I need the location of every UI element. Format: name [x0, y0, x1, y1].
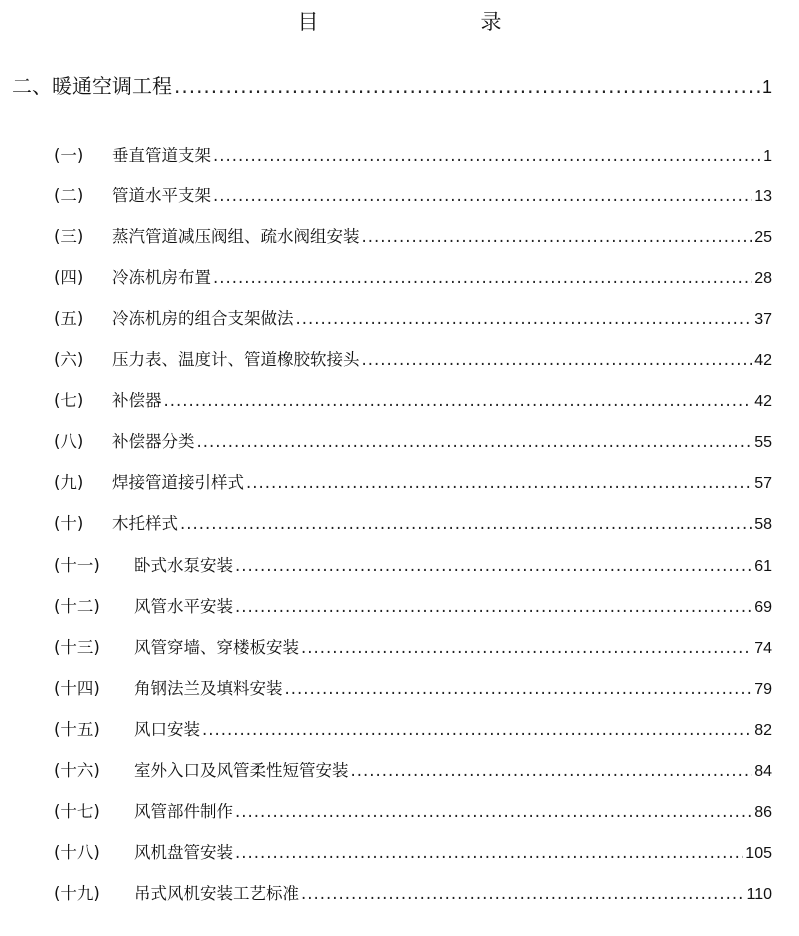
dot-leader — [174, 74, 760, 98]
toc-section-heading[interactable] — [12, 70, 772, 99]
dot-leader — [213, 146, 761, 165]
entry-page-number: 110 — [746, 886, 772, 903]
dot-leader — [351, 761, 753, 780]
entry-page-number: 42 — [754, 393, 772, 410]
entry-number: (十一) — [54, 556, 100, 575]
toc-entry[interactable] — [54, 675, 772, 701]
entry-label: 木托样式 — [112, 514, 178, 533]
entry-label: 蒸汽管道减压阀组、疏水阀组安装 — [112, 227, 360, 246]
entry-label: 冷冻机房的组合支架做法 — [112, 309, 294, 328]
dot-leader — [362, 350, 753, 369]
entry-number: (九) — [54, 473, 84, 492]
entry-number: (七) — [54, 391, 84, 410]
entry-page-number: 25 — [754, 229, 772, 246]
toc-title: 目 录 — [297, 10, 542, 34]
dot-leader — [246, 473, 752, 492]
entry-label: 卧式水泵安装 — [134, 556, 233, 575]
toc-entry[interactable] — [54, 346, 772, 372]
toc-entry[interactable] — [54, 223, 772, 249]
dot-leader — [213, 186, 752, 205]
entry-page-number: 55 — [754, 434, 772, 451]
toc-entry[interactable] — [54, 305, 772, 331]
toc-entry[interactable] — [54, 716, 772, 742]
entry-page-number: 37 — [754, 311, 772, 328]
entry-page-number: 79 — [754, 681, 772, 698]
entry-page-number: 42 — [754, 352, 772, 369]
dot-leader — [235, 843, 743, 862]
entry-page-number: 105 — [745, 845, 772, 862]
entry-page-number: 28 — [754, 270, 772, 287]
toc-entry[interactable] — [54, 880, 772, 906]
toc-entry[interactable] — [54, 593, 772, 619]
section-label: 二、暖通空调工程 — [12, 74, 172, 98]
dot-leader — [285, 679, 753, 698]
entry-number: (十五) — [54, 720, 100, 739]
entry-number: (八) — [54, 432, 84, 451]
dot-leader — [180, 514, 752, 533]
toc-entry[interactable] — [54, 839, 772, 865]
toc-entry[interactable] — [54, 510, 772, 536]
entry-number: (一) — [54, 146, 84, 165]
entry-label: 室外入口及风管柔性短管安装 — [134, 761, 349, 780]
entry-number: (六) — [54, 350, 84, 369]
toc-entry[interactable] — [54, 757, 772, 783]
toc-entry[interactable] — [54, 264, 772, 290]
toc-entry[interactable] — [54, 428, 772, 454]
entry-label: 吊式风机安装工艺标准 — [134, 884, 299, 903]
entry-label: 风管部件制作 — [134, 802, 233, 821]
entry-label: 角钢法兰及填料安装 — [134, 679, 283, 698]
entry-page-number: 74 — [754, 640, 772, 657]
toc-entry[interactable] — [54, 552, 772, 578]
toc-entry[interactable] — [54, 634, 772, 660]
toc-entry[interactable] — [54, 798, 772, 824]
entry-page-number: 84 — [754, 763, 772, 780]
dot-leader — [362, 227, 753, 246]
dot-leader — [301, 884, 744, 903]
entry-number: (三) — [54, 227, 84, 246]
entry-page-number: 1 — [763, 148, 772, 165]
entry-label: 风口安装 — [134, 720, 200, 739]
entry-number: (二) — [54, 186, 84, 205]
entry-number: (十三) — [54, 638, 100, 657]
entry-label: 焊接管道接引样式 — [112, 473, 244, 492]
entry-page-number: 57 — [754, 475, 772, 492]
entry-label: 冷冻机房布置 — [112, 268, 211, 287]
dot-leader — [301, 638, 752, 657]
dot-leader — [235, 597, 752, 616]
entry-number: (十七) — [54, 802, 100, 821]
entry-number: (十) — [54, 514, 84, 533]
entry-label: 补偿器分类 — [112, 432, 195, 451]
entry-number: (十九) — [54, 884, 100, 903]
entry-label: 风管水平安装 — [134, 597, 233, 616]
dot-leader — [213, 268, 752, 287]
dot-leader — [197, 432, 753, 451]
entry-label: 压力表、温度计、管道橡胶软接头 — [112, 350, 360, 369]
entry-number: (十四) — [54, 679, 100, 698]
section-page-number: 1 — [761, 77, 772, 97]
toc-entry[interactable] — [54, 142, 772, 168]
entry-label: 补偿器 — [112, 391, 162, 410]
toc-entry[interactable] — [54, 469, 772, 495]
dot-leader — [164, 391, 753, 410]
entry-number: (十六) — [54, 761, 100, 780]
toc-entry[interactable] — [54, 182, 772, 208]
entry-number: (十八) — [54, 843, 100, 862]
dot-leader — [296, 309, 753, 328]
toc-entry[interactable] — [54, 387, 772, 413]
entry-number: (五) — [54, 309, 84, 328]
dot-leader — [202, 720, 752, 739]
entry-page-number: 82 — [754, 722, 772, 739]
entry-page-number: 58 — [754, 516, 772, 533]
entry-number: (十二) — [54, 597, 100, 616]
entry-label: 风管穿墙、穿楼板安装 — [134, 638, 299, 657]
entry-label: 垂直管道支架 — [112, 146, 211, 165]
dot-leader — [235, 556, 752, 575]
cut-off-next-entry — [54, 924, 554, 936]
entry-page-number: 61 — [754, 558, 772, 575]
entry-label: 风机盘管安装 — [134, 843, 233, 862]
entry-page-number: 13 — [754, 188, 772, 205]
dot-leader — [235, 802, 752, 821]
entry-number: (四) — [54, 268, 84, 287]
entry-page-number: 86 — [754, 804, 772, 821]
entry-page-number: 69 — [754, 599, 772, 616]
entry-label: 管道水平支架 — [112, 186, 211, 205]
